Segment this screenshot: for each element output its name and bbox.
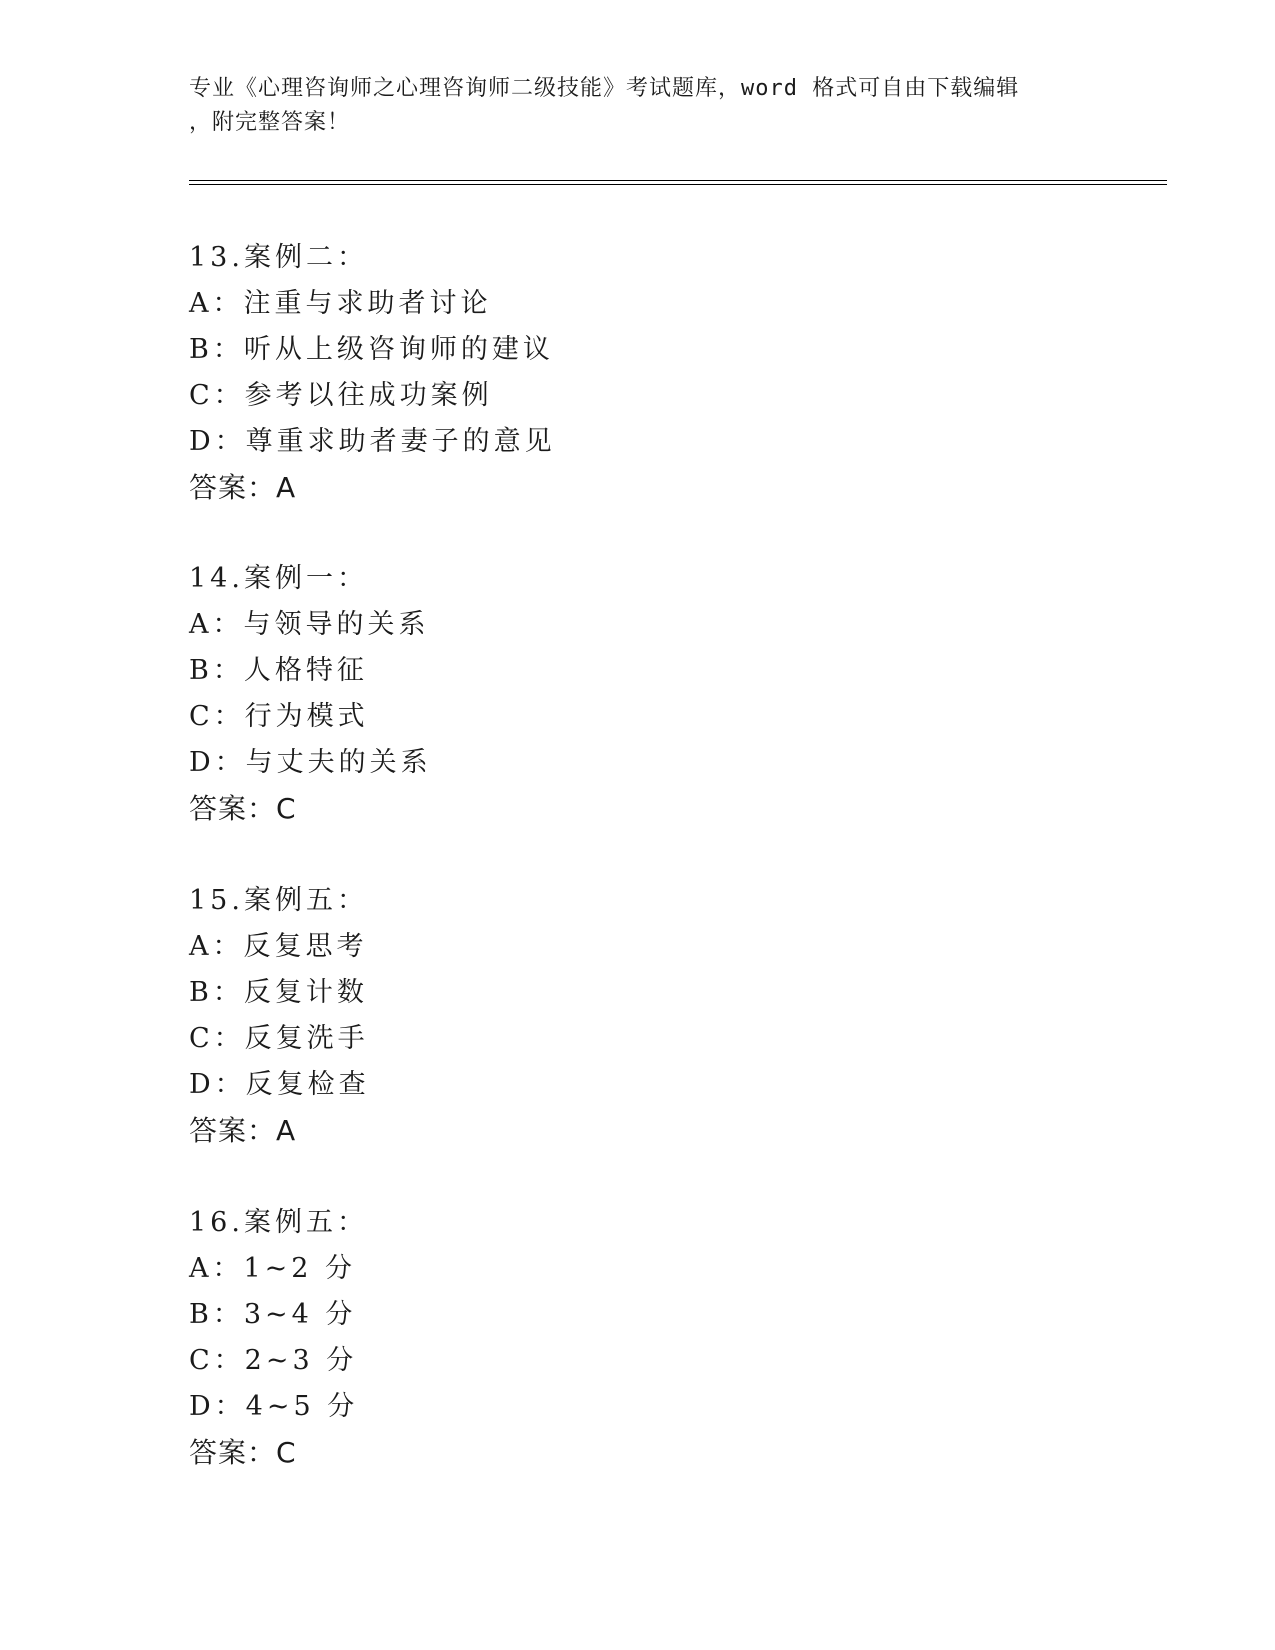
- question-title: 15.案例五：: [189, 885, 368, 916]
- option-c: C：行为模式: [189, 701, 369, 732]
- option-a: A：反复思考: [189, 931, 368, 962]
- header-line-2: ，附完整答案！: [189, 110, 351, 135]
- answer-line: 答案：A: [189, 1114, 297, 1147]
- option-c: C：参考以往成功案例: [189, 380, 493, 411]
- question-15: [189, 878, 1089, 1154]
- answer-line: 答案：A: [189, 471, 297, 504]
- header-divider-bottom: [189, 184, 1167, 185]
- option-d: D：反复检查: [189, 1069, 370, 1100]
- answer-line: 答案：C: [189, 792, 297, 825]
- question-title: 14.案例一：: [189, 563, 368, 594]
- option-b: B：反复计数: [189, 977, 368, 1008]
- document-header: [189, 72, 1089, 140]
- header-divider-top: [189, 180, 1167, 181]
- question-title: 13.案例二：: [189, 242, 368, 273]
- option-d: D：4~5 分: [189, 1391, 359, 1422]
- question-title: 16.案例五：: [189, 1207, 368, 1238]
- option-a: A：注重与求助者讨论: [189, 288, 492, 319]
- question-14: [189, 556, 1089, 832]
- option-c: C：反复洗手: [189, 1023, 369, 1054]
- question-13: [189, 235, 1089, 511]
- option-a: A：1~2 分: [189, 1253, 357, 1284]
- answer-line: 答案：C: [189, 1436, 297, 1469]
- option-d: D：与丈夫的关系: [189, 747, 432, 778]
- option-b: B：3~4 分: [189, 1299, 357, 1330]
- option-b: B：人格特征: [189, 655, 368, 686]
- option-d: D：尊重求助者妻子的意见: [189, 426, 556, 457]
- header-line-1: 专业《心理咨询师之心理咨询师二级技能》考试题库，word 格式可自由下载编辑: [189, 76, 1020, 101]
- option-a: A：与领导的关系: [189, 609, 430, 640]
- option-c: C：2~3 分: [189, 1345, 358, 1376]
- question-16: [189, 1200, 1089, 1476]
- option-b: B：听从上级咨询师的建议: [189, 334, 554, 365]
